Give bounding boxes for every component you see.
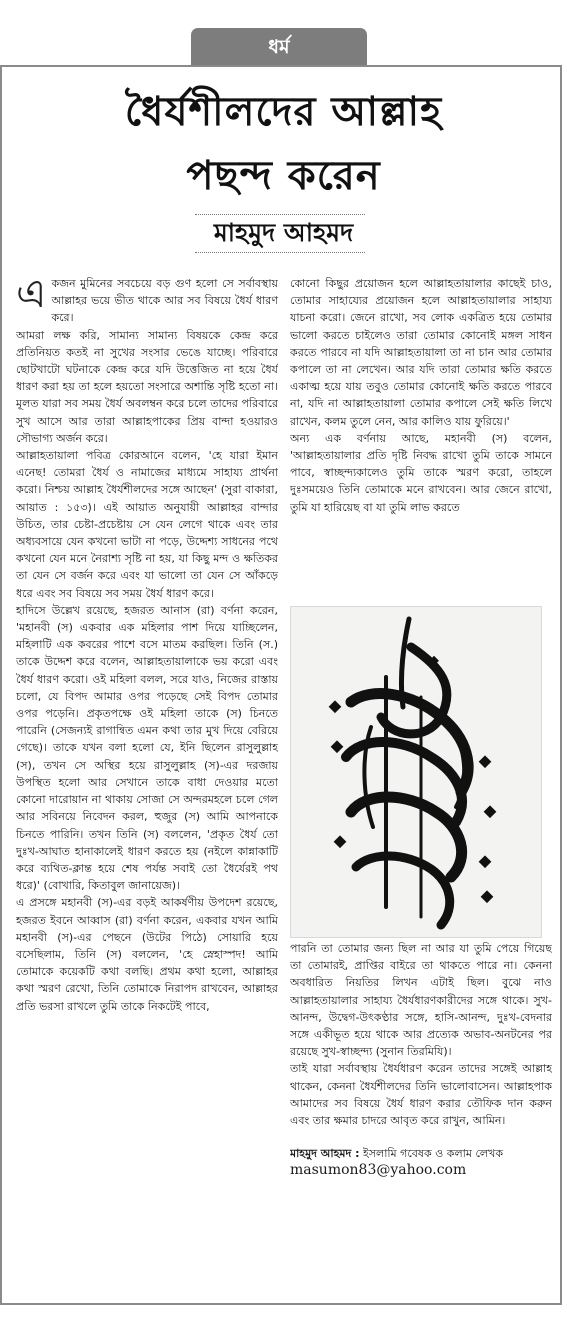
author-rule-bottom (195, 252, 365, 253)
paragraph: কোনো কিছুর প্রয়োজন হলে আল্লাহতায়ালার কাছেই চাও, তোমার সাহায্যের প্রয়োজন হলে আল্লাহতায়ালার সাহায্য যাচনা করো। জেনে রাখো, সব লোক একত্রিত হয়ে তোমার ভালো করতে চাইলেও তারা তোমার কোনোই মঙ্গল সাধন করতে পারবে না যদি আল্লাহতায়ালা তা না চান আর তোমার কপালে তা না লেখেন। আর যদি তারা তোমার ক্ষতি করতে একাত্ম হয়ে যায় তবুও তোমার কোনোই ক্ষতি করতে পারবে না, যদি না আল্লাহতায়ালা তোমার কপালে সেই ক্ষতি লিখে রাখেন, কলম তুলে নেন, আর কালিও যায় ফুরিয়ে।' (290, 277, 552, 428)
article-column-right-top (290, 275, 552, 605)
author-email[interactable]: masumon83@yahoo.com (290, 1162, 467, 1179)
author-rule-top (195, 214, 365, 215)
paragraph-text: কজন মুমিনের সবচেয়ে বড় গুণ হলো সে সর্বাবস্থায় আল্লাহর ভয়ে ভীত থাকে আর সব বিষয়ে ধৈর্য ধারণ করে। (51, 277, 278, 325)
paragraph (16, 275, 278, 327)
paragraph: আমরা লক্ষ করি, সামান্য সামান্য বিষয়কে কেন্দ্র করে প্রতিনিয়ত কতই না সুখের সংসার ভেঙে যাচ্ছে। পরিবারে ছোটখাটো ঘটনাকে কেন্দ্র করে যদি উত্তেজিত না হয়ে ধৈর্য ধারণ করা হয় তা হলে হয়তো সংসারে অশান্তি সৃষ্টি হতো না। মূলত যারা সব সময় ধৈর্য অবলম্বন করে চলে তাদের পরিবারে সুখ আসে আর তারা আল্লাহপাকের প্রিয় বান্দা হওয়ারও সৌভাগ্য অর্জন করে। (16, 328, 278, 445)
author-bio (290, 1145, 552, 1162)
article-column-right-bottom (290, 940, 552, 1300)
paragraph: এ প্রসঙ্গে মহানবী (স)-এর বড়ই আকর্ষণীয় উপদেশ রয়েছে, হজরত ইবনে আব্বাস (রা) বর্ণনা করেন, একবার যখন আমি মহানবী (স)-এর পেছনে (উটের পিঠে) সোয়ারি হয়ে বসেছিলাম, তিনি (স) বললেন, 'হে স্নেহাস্পদ! আমি তোমাকে কয়েকটি কথা বলছি। প্রথম কথা হলো, আল্লাহর কথা স্মরণ রেখো, তিনি তোমাকে নিরাপদ রাখবেন, আল্লাহর প্রতি ভরসা রাখলে তুমি তাকে নিকটেই পাবে, (16, 896, 278, 1013)
title-line-1: ধৈর্যশীলদের আল্লাহ (124, 88, 443, 135)
paragraph: তাই যারা সর্বাবস্থায় ধৈর্যধারণ করেন তাদের সঙ্গেই আল্লাহ থাকেন, কেননা ধৈর্যশীলদের তিনি ভালোবাসেন। আল্লাহপাক আমাদের সব বিষয়ে ধৈর্য ধারণ করার তৌফিক দান করুন এবং তার ক্ষমার চাদরে আবৃত করে রাখুন, আমিন। (290, 1062, 552, 1128)
paragraph: অন্য এক বর্ণনায় আছে, মহানবী (স) বলেন, 'আল্লাহতায়ালার প্রতি দৃষ্টি নিবদ্ধ রাখো তুমি তাকে সামনে পাবে, স্বাচ্ছন্দ্যকালেও তুমি তাকে স্মরণ করো, তাহলে দুঃসময়েও তিনি তোমাকে মনে রাখবেন। আর জেনে রাখো, তুমি যা হারিয়েছ বা যা তুমি লাভ করতে (290, 431, 552, 514)
title-line-2: পছন্দ করেন (186, 152, 381, 199)
author-bio-name: মাহমুদ আহমদ : (290, 1147, 360, 1161)
paragraph: পারনি তা তোমার জন্য ছিল না আর যা তুমি পেয়ে গিয়েছ তা তোমারই, প্রাপ্তির বাইরে তা থাকতে পারে না। কেননা অবধারিত নিয়তির লিখন এটাই ছিল। বুঝে নাও আল্লাহতায়ালার সাহায্য ধৈর্যধারণকারীদের সঙ্গে থাকে। সুখ-আনন্দ, উদ্বেগ-উৎকণ্ঠার সঙ্গে, হাসি-আনন্দ, দুঃখ-বেদনার সঙ্গে একীভূত হয়ে থাকে আর প্রত্যেক অভাব-অনটনের পর রয়েছে সুখ-স্বাচ্ছন্দ্য (সুনান তিরমিযি)। (290, 942, 552, 1059)
paragraph: হাদিসে উল্লেখ রয়েছে, হজরত আনাস (রা) বর্ণনা করেন, 'মহানবী (স) একবার এক মহিলার পাশ দিয়ে যাচ্ছিলেন, মহিলাটি এক কবরের পাশে বসে মাতম করছিল। তিনি (স.) তাকে উদ্দেশ করে বলেন, আল্লাহতায়ালাকে ভয় করো এবং ধৈর্য ধারণ করো। ওই মহিলা বলল, সরে যাও, নিজের রাস্তায় চলো, যে বিপদ আমার ওপর পড়েছে সেই বিপদ তোমার ওপর পড়েনি। প্রকৃতপক্ষে ওই মহিলা তাকে (স) চিনতে পারেনি (সেজন্যই রাগান্বিত এমন কথা তার মুখ দিয়ে বেরিয়ে গেছে)। তাকে যখন বলা হলো যে, ইনি ছিলেন রাসুলুল্লাহ (স), তখন সে অস্থির হয়ে রাসুলুল্লাহ (স)-এর দরজায় উপস্থিত হলো আর সেখানে তাকে বাধা দেওয়ার মতো কোনো দারোয়ান না থাকায় সোজা সে অন্দরমহলে চলে গেল আর সবিনয়ে নিবেদন করল, হুজুর (স) আমি আপনাকে চিনতে পারিনি। তখন তিনি (স) বললেন, 'প্রকৃত ধৈর্য তো দুঃখ-আঘাত হানাকালেই ধারণ করতে হয় (নইলে কান্নাকাটি করে ব্যথিত-ক্লান্ত হয়ে শেষ পর্যন্ত সবাই তো ধৈর্যেরই পথ ধরে)' (বোখারি, কিতাবুল জানায়েজ)। (16, 603, 278, 893)
article-title (10, 80, 557, 208)
author-byline: মাহমুদ আহমদ (213, 218, 354, 247)
drop-cap: এ (16, 275, 47, 317)
article-column-left (16, 275, 278, 1297)
arabic-calligraphy-image (290, 606, 542, 938)
calligraphy-artwork (291, 607, 541, 937)
author-bio-text: ইসলামি গবেষক ও কলাম লেখক (363, 1147, 504, 1161)
paragraph: আল্লাহতায়ালা পবিত্র কোরআনে বলেন, 'হে যারা ইমান এনেছ! তোমরা ধৈর্য ও নামাজের মাধ্যমে সাহায্য প্রার্থনা করো। নিশ্চয় আল্লাহ ধৈর্যশীলদের সঙ্গে আছেন' (সুরা বাকারা, আয়াত : ১৫৩)। এই আয়াত অনুযায়ী আল্লাহর বান্দার উচিত, তার চেষ্টা-প্রচেষ্টায় সে যেন লেগে থাকে এবং তার অধ্যবসায়ে যেন কখনো ভাটা না পড়ে, উদ্দেশ্য সাধনের পথে কখনো যেন মনে নৈরাশ্য সৃষ্টি না হয়, যা কিছু মন্দ ও ক্ষতিকর তা যেন সে বর্জন করে এবং যা ভালো তা যেন সে আঁকড়ে ধরে এবং সব বিষয়ে সব সময় ধৈর্য ধারণ করে। (16, 449, 278, 600)
section-tab: ধর্ম (191, 28, 367, 66)
